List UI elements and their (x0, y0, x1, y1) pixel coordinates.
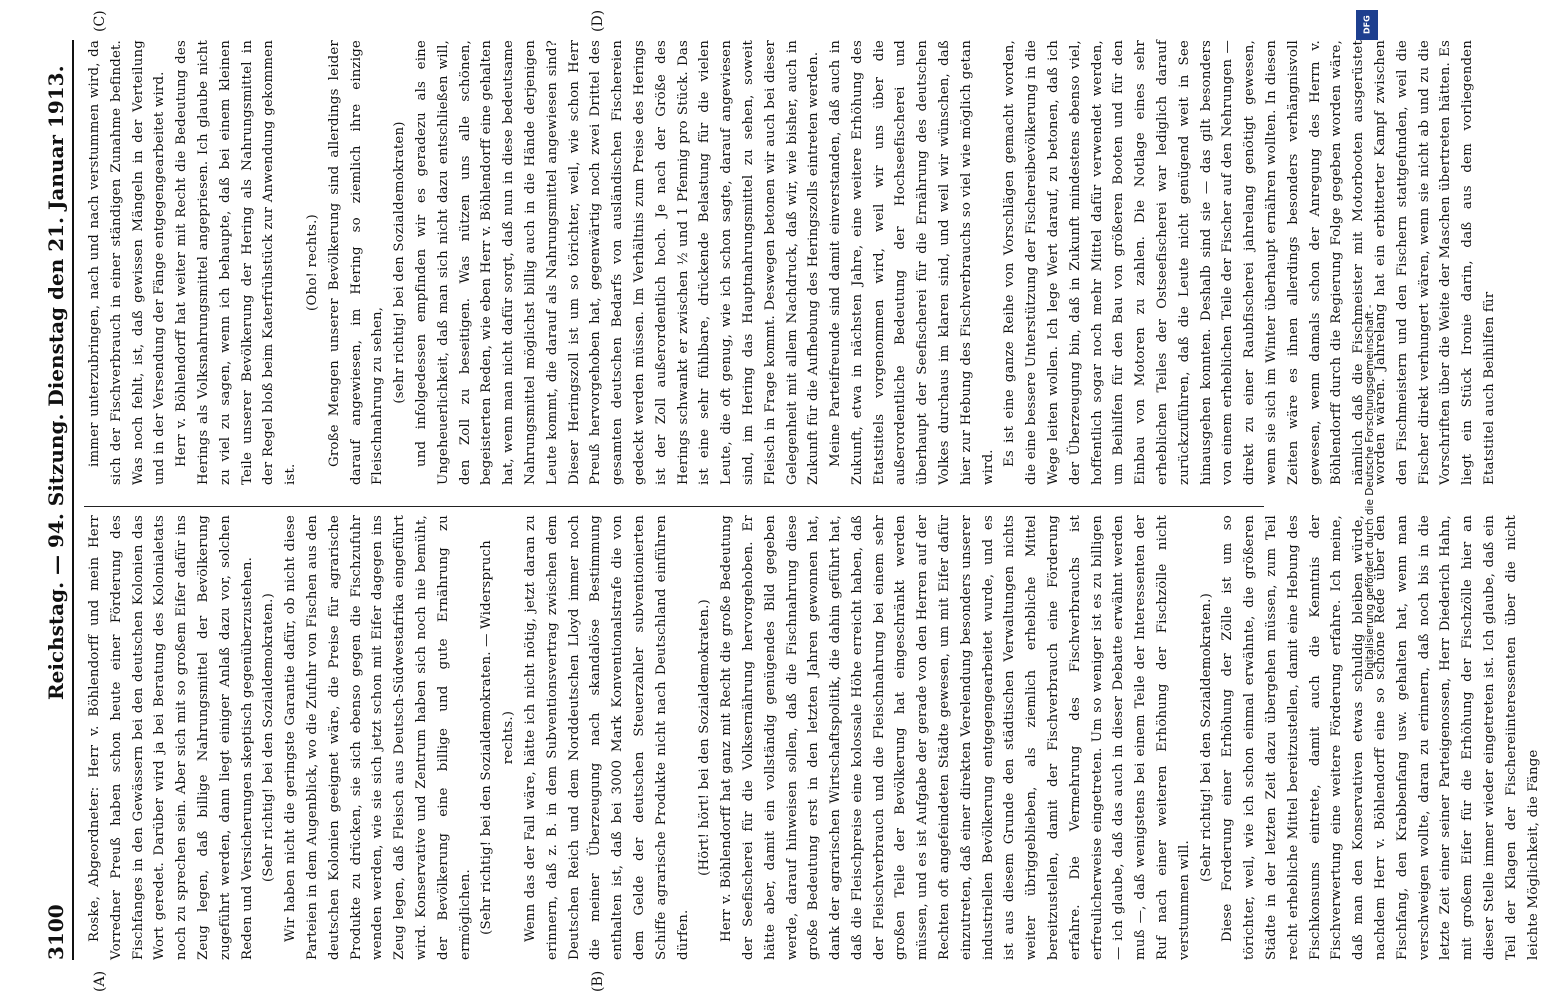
column-divider (84, 506, 1264, 507)
paragraph: Es ist eine ganze Reihe von Vorschlägen gemacht worden, die eine bessere Unterstützung der Fischereibevölkerung in die Wege leiten wollen. Ich lege Wert darauf, zu betonen, daß ich der Überzeugung bin, daß in Zukunft mindestens ebenso viel, hoffentlich sogar noch mehr Mittel dafür verwendet werden, um Beihilfen für den Bau von größeren Booten und für den Einbau von Motoren zu zahlen. Die Notlage eines sehr erheblichen Teiles der Ostseefischerei war lediglich darauf zurückzuführen, daß die Leute nicht genügend weit in See hinausgehen konnten. Deshalb sind sie — das gilt besonders von einem erheblichen Teile der Fischer auf den Nehrungen — direkt zu einer Raubfischerei jahrelang genötigt gewesen, wenn sie sich im Winter überhaupt ernähren wollten. In diesen Zeiten wäre es ihnen allerdings besonders verhängnisvoll gewesen, wenn damals schon der Anregung des Herrn v. Böhlendorff durch die Regierung Folge gegeben worden wäre, nämlich daß die Fischmeister mit Motorbooten ausgerüstet worden wären. Jahrelang hat ein erbitterter Kampf zwischen den Fischmeistern und den Fischern stattgefunden, weil die Fischer direkt verhungert wären, wenn sie nicht ab und zu die Vorschriften über die Weite der Maschen übertreten hätten. Es liegt ein Stück Ironie darin, daß aus dem vorliegenden Etatstitel auch Beihilfen für (1002, 40, 1497, 485)
paragraph: immer unterzubringen, nach und nach verstummen wird, da sich der Fischverbrauch in einer ständigen Zunahme befindet. Was noch fehlt, ist, daß gewissen Mängeln in der Verteilung und in der Versendung der Fänge entgegengearbeitet wird. (87, 40, 168, 485)
page-number: 3100 (44, 904, 68, 960)
dfg-logo: DFG (1356, 10, 1378, 40)
section-marker-b: (B) (590, 970, 606, 992)
interjection: (sehr richtig! bei den Sozialdemokraten) (392, 121, 408, 404)
right-text-column (84, 40, 1497, 485)
credit-text: Digitalisierung gefördert durch die Deutsche Forschungsgemeinschaft - (1364, 304, 1376, 680)
paragraph: Herr v. Böhlendorff hat weiter mit Recht die Bedeutung des Herings als Volksnahrungsmittel angepriesen. Ich glaube nicht zu viel zu sagen, wenn ich behaupte, daß bei einem kleinen Teile unserer Bevölkerung der Hering als Nahrungsmittel in der Regel bloß beim Katerfrühstück zur Anwendung gekommen ist. (174, 40, 299, 485)
section-marker-a: (A) (92, 970, 108, 992)
interjection: (Sehr richtig! bei den Sozialdemokraten. — Widerspruch rechts.) (479, 540, 517, 935)
interjection: (Oho! rechts.) (304, 214, 320, 311)
paragraph: Herr v. Böhlendorff hat ganz mit Recht die große Bedeutung der Seefischerei für die Volksernährung hervorgehoben. Er hätte aber, damit ein vollständig genügendes Bild gegeben werde, darauf hinweisen sollen, daß die Fischnahrung diese große Bedeutung erst in den letzten Jahren gewonnen hat, dank der agrarischen Wirtschaftspolitik, die dahin geführt hat, daß die Fleischpreise eine kolossale Höhe erreicht haben, daß der Fleischverbrauch und die Fleischnahrung bei einem sehr großen Teile der Bevölkerung hat eingeschränkt werden müssen, und es ist Aufgabe der gerade von den Herren auf der Rechten oft angefeindeten Städte gewesen, um mit Eifer dafür einzutreten, daß einer direkten Verelendung besonders unserer industriellen Bevölkerung entgegengearbeitet wurde, und es ist aus diesem Grunde den städtischen Verwaltungen nichts weiter übriggeblieben, als ziemlich erhebliche Mittel bereitzustellen, damit der Fischverbrauch eine Förderung erfahre. Die Vermehrung des Fischverbrauchs ist erfreulicherweise eingetreten. Um so weniger ist es zu billigen — ich glaube, daß das auch in dieser Debatte erwähnt werden muß —, daß wenigstens bei einem Teile der Interessenten der Ruf nach einer weiteren Erhöhung der Fischzölle nicht verstummen will. (719, 515, 1192, 960)
paragraph: und infolgedessen empfinden wir es geradezu als eine Ungeheuerlichkeit, daß man sich nicht dazu entschließen will, den Zoll zu beseitigen. Was nützen uns alle schönen, begeisterten Reden, wie eben Herr v. Böhlendorff eine gehalten hat, wenn man nicht dafür sorgt, daß nun in diese bedeutsame Nahrungsmittel möglichst billig auch in die Hände derjenigen Leute kommt, die darauf als Nahrungsmittel angewiesen sind? Dieser Heringszoll ist um so törichter, weil, wie schon Herr Preuß hervorgehoben hat, gegenwärtig noch zwei Drittel des gesamten deutschen Bedarfs von ausländischen Fischereien gedeckt werden müssen. Im Verhältnis zum Preise des Herings ist der Zoll außerordentlich hoch. Je nach der Größe des Herings schwankt er zwischen ½ und 1 Pfennig pro Stück. Das ist eine sehr fühlbare, drückende Belastung für die vielen Leute, die oft genug, wie ich schon sagte, darauf angewiesen sind, im Hering das Hauptnahrungsmittel zu sehen, soweit Fleisch in Frage kommt. Deswegen betonen wir auch bei dieser Gelegenheit mit allem Nachdruck, daß wir, wie bisher, auch in Zukunft für die Aufhebung des Heringszolls eintreten werden. (413, 40, 822, 485)
section-marker-d: (D) (590, 9, 606, 32)
paragraph: Meine Parteifreunde sind damit einverstanden, daß auch in Zukunft, etwa in nächsten Jahre, eine weitere Erhöhung des Etatstitels vorgenommen wird, weil wir uns über die außerordentliche Bedeutung der Hochseefischerei und überhaupt der Seefischerei für die Ernährung des deutschen Volkes durchaus im klaren sind, und weil wir wünschen, daß hier zur Hebung des Fischverbrauchs so viel wie möglich getan wird. (828, 40, 996, 485)
paragraph: Roske, Abgeordneter: Herr v. Böhlendorff und mein Herr Vorredner Preuß haben schon heute einer Förderung des Fischfanges in den Gewässern bei den deutschen Kolonien das Wort geredet. Darüber wird ja bei Beratung des Kolonialetats noch zu sprechen sein. Aber sich mit so großem Eifer dafür ins Zeug legen, daß billige Nahrungsmittel der Bevölkerung zugeführt werden, dann liegt einiger Anlaß dazu vor, solchen Reden und Versicherungen skeptisch gegenüberzustehen. (87, 515, 255, 960)
paragraph: Große Mengen unserer Bevölkerung sind allerdings leider darauf angewiesen, im Hering so ziemlich ihre einzige Fleischnahrung zu sehen, (326, 40, 386, 485)
paragraph: Wir haben nicht die geringste Garantie dafür, ob nicht diese Parteien in dem Augenblick, wo die Zufuhr von Fischen aus den deutschen Kolonien geeignet wäre, die Preise für agrarische Produkte zu drücken, sie sich ebenso gegen die Fischzufuhr wenden werden, wie sie sich jetzt schon mit Eifer dagegen ins Zeug legen, daß Fleisch aus Deutsch-Südwestafrika eingeführt wird. Konservative und Zentrum haben sich noch nie bemüht, der Bevölkerung eine billige und gute Ernährung zu ermöglichen. (283, 515, 473, 960)
interjection: (Sehr richtig! bei den Sozialdemokraten.) (261, 593, 277, 882)
paragraph: Diese Forderung einer Erhöhung der Zölle ist um so törichter, weil, wie ich schon einmal erwähnte, die größeren Städte in der letzten Zeit dazu übergehen müssen, zum Teil recht erhebliche Mittel bereitzustellen, damit eine Hebung des Fischkonsums eintrete, damit auch die Kenntnis der Fischverwertung eine weitere Förderung erfahre. Ich meine, daß man den Konservativen etwas schuldig bleiben würde, nachdem Herr v. Böhlendorff eine so schöne Rede über den Fischfang, den Krabbenfang usw. gehalten hat, wenn man verschweigen wollte, daran zu erinnern, daß noch bis in die letzte Zeit einer seiner Parteigenossen, Herr Diederich Hahn, mit großem Eifer für die Erhöhung der Fischzölle hier an dieser Stelle immer wieder eingetreten ist. Ich glaube, daß ein Teil der Klagen der Fischereiinteressenten über die nicht leichte Möglichkeit, die Fänge (1220, 515, 1541, 960)
paragraph: Wenn das der Fall wäre, hätte ich nicht nötig, jetzt daran zu erinnern, daß z. B. in dem Subventionsvertrag zwischen dem Deutschen Reich und dem Norddeutschen Lloyd immer noch die meiner Überzeugung nach skandalöse Bestimmung enthalten ist, daß bei 3000 Mark Konventionalstrafe die von dem Gelde der deutschen Steuerzahler subventionierten Schiffe agrarische Produkte nicht nach Deutschland einführen dürfen. (522, 515, 691, 960)
interjection: (Hört! hört! bei den Sozialdemokraten.) (697, 599, 713, 876)
digitization-credit (1352, 0, 1382, 1000)
interjection: (Sehr richtig! bei den Sozialdemokraten.) (1198, 593, 1214, 882)
page-title: Reichstag. — 94. Sitzung. Dienstag den 21. Januar 1913. (44, 65, 68, 700)
page-header (40, 40, 74, 960)
left-text-column (84, 515, 1541, 960)
section-marker-c: (C) (92, 10, 108, 32)
